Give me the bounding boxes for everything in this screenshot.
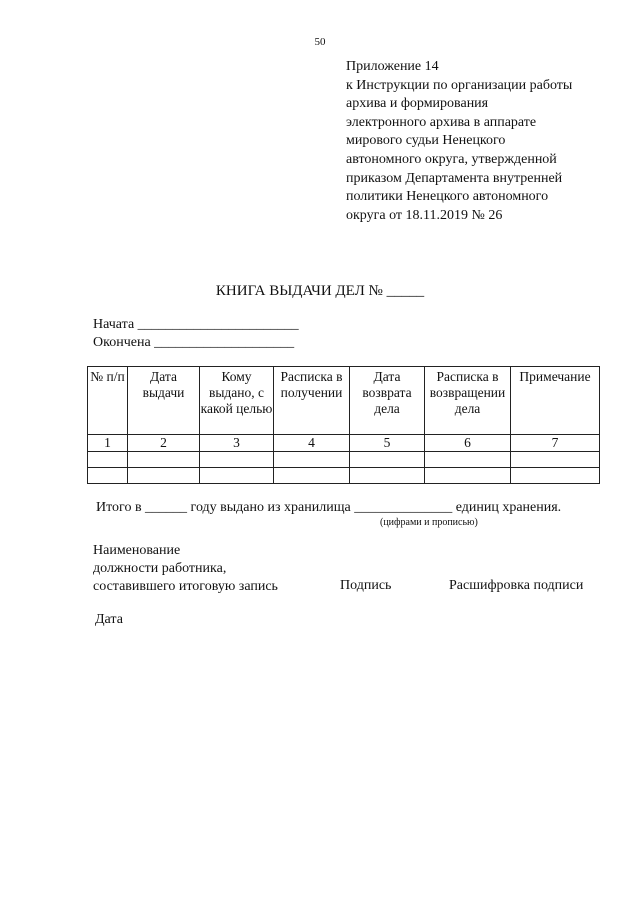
appendix-line: приказом Департамента внутренней xyxy=(346,170,563,186)
table-header-row xyxy=(88,367,600,435)
column-header-note: Примечание xyxy=(511,367,600,435)
column-header-return-signature: Расписка в возвращении дела xyxy=(425,367,511,435)
appendix-line: политики Ненецкого автономного xyxy=(346,189,549,205)
appendix-line: автономного округа, утвержденной xyxy=(346,151,557,167)
table-cell xyxy=(88,452,128,468)
table-cell xyxy=(128,468,200,484)
position-label xyxy=(93,542,278,596)
column-number: 4 xyxy=(274,435,350,452)
table-cell xyxy=(88,468,128,484)
column-number: 7 xyxy=(511,435,600,452)
table-cell xyxy=(511,468,600,484)
appendix-line: архива и формирования xyxy=(346,96,489,112)
column-number-row xyxy=(88,435,600,452)
position-label-line: должности работника, xyxy=(93,561,227,576)
table-row xyxy=(88,452,600,468)
column-header-receipt-signature: Расписка в получении xyxy=(274,367,350,435)
book-title: КНИГА ВЫДАЧИ ДЕЛ № _____ xyxy=(215,283,425,299)
position-label-line: составившего итоговую запись xyxy=(93,579,278,594)
appendix-note xyxy=(346,58,616,225)
table-cell xyxy=(425,452,511,468)
table-cell xyxy=(200,468,274,484)
date-label: Дата xyxy=(95,612,123,627)
appendix-line: Приложение 14 xyxy=(346,59,439,74)
column-number: 6 xyxy=(425,435,511,452)
table-cell xyxy=(274,468,350,484)
table-row xyxy=(88,468,600,484)
table-cell xyxy=(511,452,600,468)
page-number: 50 xyxy=(314,36,326,48)
appendix-line: округа от 18.11.2019 № 26 xyxy=(346,207,503,223)
column-header-issue-date: Дата выдачи xyxy=(128,367,200,435)
total-hint: (цифрами и прописью) xyxy=(380,517,478,528)
column-number: 2 xyxy=(128,435,200,452)
appendix-line: к Инструкции по организации работы xyxy=(346,77,573,93)
column-header-recipient-purpose: Кому выдано, с какой целью xyxy=(200,367,274,435)
signature-decoding-label: Расшифровка подписи xyxy=(449,578,584,593)
table-cell xyxy=(274,452,350,468)
column-header-number: № п/п xyxy=(88,367,128,435)
table-cell xyxy=(425,468,511,484)
started-field: Начата _______________________ xyxy=(93,317,299,332)
column-number: 3 xyxy=(200,435,274,452)
column-header-return-date: Дата возврата дела xyxy=(350,367,425,435)
table-cell xyxy=(200,452,274,468)
ended-field: Окончена ____________________ xyxy=(93,335,295,350)
total-statement: Итого в ______ году выдано из хранилища ______________ единиц хранения. xyxy=(96,500,562,515)
column-number: 5 xyxy=(350,435,425,452)
position-label-line: Наименование xyxy=(93,543,181,558)
table-cell xyxy=(128,452,200,468)
signature-label: Подпись xyxy=(340,578,392,593)
column-number: 1 xyxy=(88,435,128,452)
table-cell xyxy=(350,468,425,484)
appendix-line: мирового судьи Ненецкого xyxy=(346,133,506,149)
table-cell xyxy=(350,452,425,468)
issue-table xyxy=(87,366,600,484)
appendix-line: электронного архива в аппарате xyxy=(346,114,537,130)
